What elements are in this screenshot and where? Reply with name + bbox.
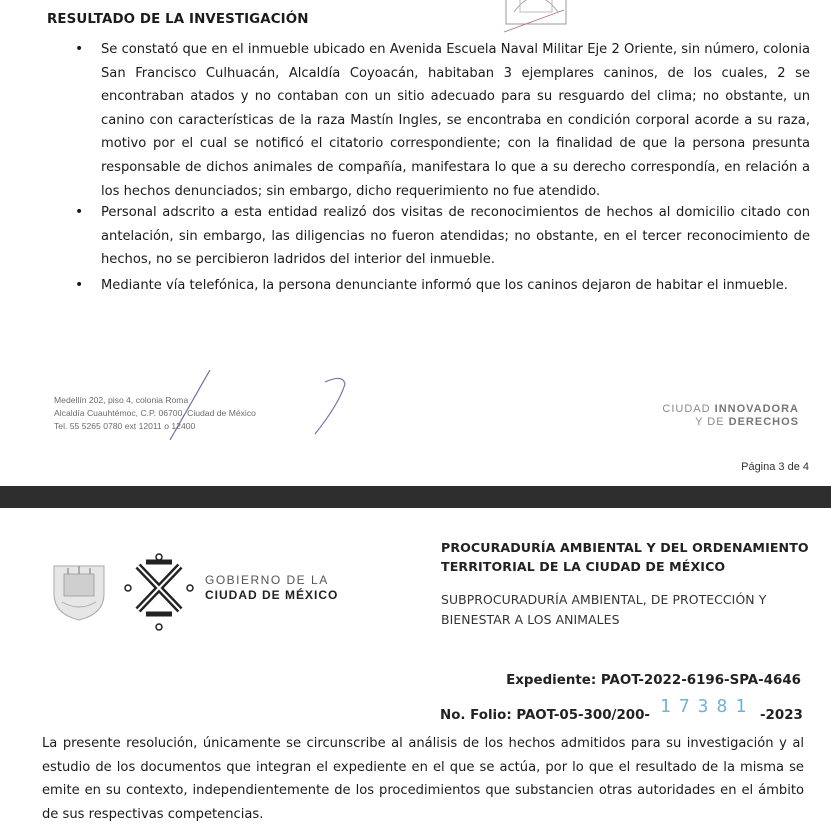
government-name <box>205 573 338 603</box>
slogan-bold: INNOVADORA <box>714 403 799 415</box>
case-number: Expediente: PAOT-2022-6196-SPA-4646 <box>506 673 801 688</box>
page-divider <box>0 486 831 508</box>
list-item <box>75 38 810 201</box>
bullet-icon: • <box>75 204 84 220</box>
bullet-icon: • <box>75 41 84 57</box>
address-line: Medellín 202, piso 4, colonia Roma <box>54 395 189 405</box>
section-title: RESULTADO DE LA INVESTIGACIÓN <box>47 12 309 27</box>
slogan-prefix: CIUDAD <box>662 403 711 415</box>
cdmx-logo-icon <box>124 552 194 632</box>
list-item <box>75 201 810 274</box>
phone-line: Tel. 55 5265 0780 ext 12011 o 12400 <box>54 420 196 431</box>
finding-text: Personal adscrito a esta entidad realizó dos visitas de reconocimientos de hechos al domicilio citado con antelación, sin embargo, las diligencias no fueron atendidas; no obstante, en el tercer reconocimiento de hechos, no se percibieron ladridos del interior del inmueble. <box>101 205 810 268</box>
institution-name <box>441 538 809 576</box>
institution-line: TERRITORIAL DE LA CIUDAD DE MÉXICO <box>441 559 726 574</box>
slogan-bold: DERECHOS <box>728 416 799 428</box>
slogan <box>662 403 799 429</box>
institution-line: PROCURADURÍA AMBIENTAL Y DEL ORDENAMIENTO <box>441 540 809 555</box>
folio-number: No. Folio: PAOT-05-300/200- <box>440 708 650 723</box>
resolution-paragraph: La presente resolución, únicamente se circunscribe al análisis de los hechos admitidos para su investigación y al estudio de los documentos que integran el expediente en el que se actúa, por lo que el resultado de la misma se emite en su contexto, independientemente de los procedimientos que substancien otras autoridades en el ámbito de sus respectivas competencias. <box>42 736 804 822</box>
address-line: Alcaldía Cuauhtémoc, C.P. 06700, Ciudad de México <box>54 407 256 418</box>
subdivision-name <box>441 590 766 630</box>
cdmx-shield-icon <box>48 560 110 622</box>
gov-line-2: CIUDAD DE MÉXICO <box>205 588 339 602</box>
seal-stamp-icon <box>500 0 610 42</box>
list-item <box>75 274 810 298</box>
bullet-icon: • <box>75 277 84 293</box>
subdivision-line: BIENESTAR A LOS ANIMALES <box>441 612 620 627</box>
findings-list <box>75 38 810 298</box>
finding-text: Mediante vía telefónica, la persona denunciante informó que los caninos dejaron de habitar el inmueble. <box>101 278 788 293</box>
page-number: Página 3 de 4 <box>741 461 809 473</box>
footer-address <box>54 394 256 432</box>
folio-year: -2023 <box>760 708 803 723</box>
subdivision-line: SUBPROCURADURÍA AMBIENTAL, DE PROTECCIÓN Y <box>441 592 767 607</box>
finding-text: Se constató que en el inmueble ubicado en Avenida Escuela Naval Militar Eje 2 Oriente, sin número, colonia San Francisco Culhuacán, Alcaldía Coyoacán, habitaban 3 ejemplares caninos, de los cuales, 2 se encontraban atados y no contaban con un sitio adecuado para su resguardo del clima; no obstante, un canino con características de la raza Mastín Ingles, se encontraba en condición corporal acorde a su raza, motivo por el cual se notificó el citatorio correspondiente; con la finalidad de que la persona presunta responsable de dichos animales de compañía, manifestara lo que a su derecho correspondía, en relación a los hechos denunciados; sin embargo, dicho requerimiento no fue atendido. <box>101 42 810 199</box>
slogan-prefix: Y DE <box>695 416 725 428</box>
gov-line-1: GOBIERNO DE LA <box>205 573 329 587</box>
document-page-4 <box>0 508 831 831</box>
folio-stamp: 17381 <box>660 696 755 717</box>
